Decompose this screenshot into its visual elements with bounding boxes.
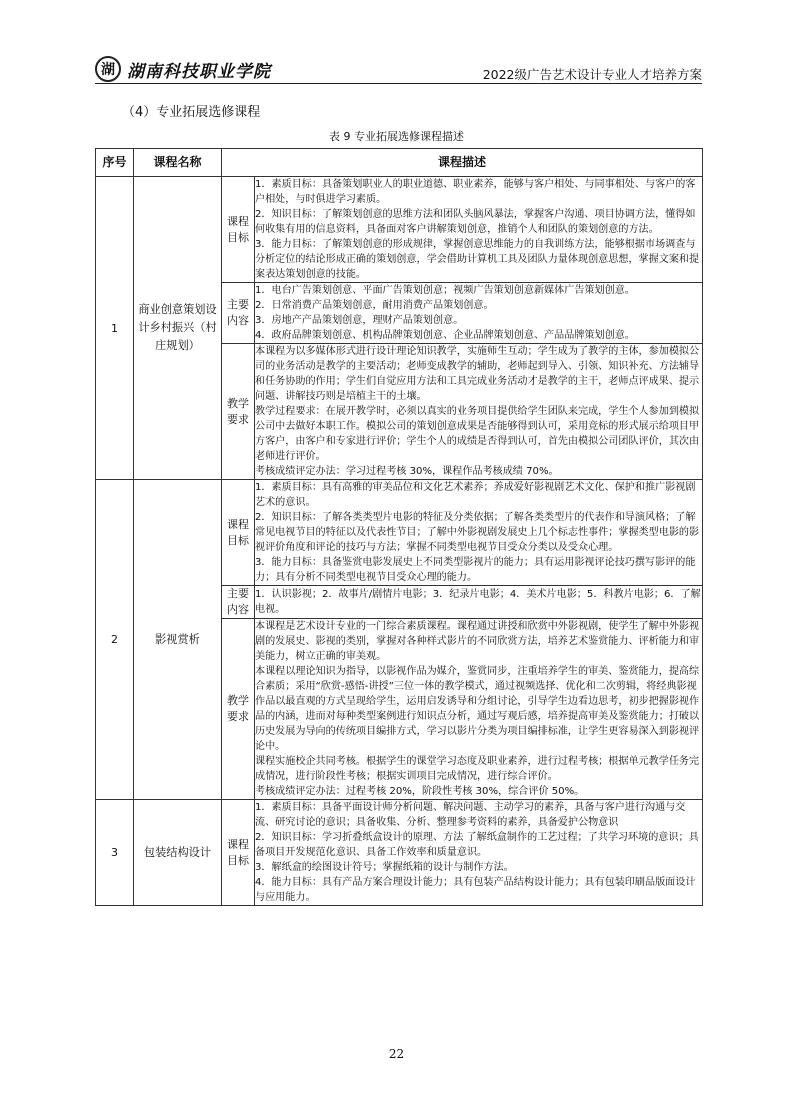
description-line: 本课程以理论知识为指导，以影视作品为媒介，鉴赏同步，注重培养学生的审美、鉴赏能力，提高综合素质；采用“欣赏-感悟-讲授”三位一体的教学模式，通过视频选择、优化和二次剪辑，将经典影视作品以最直观的方式呈现给学生，运用启发诱导和分组讨论，引导学生边看边思考，初步把握影视作品的内涵，进而对每种类型案例进行知识点分析，通过写观后感，培养提高审美及鉴赏能力；打破以历史发展为导向的传统项目编排方式，学习以影片分类为项目编排标准，让学生更容易深入到影视评论中。	[255, 666, 700, 752]
header-divider	[95, 83, 702, 84]
description-line: 考核成绩评定办法：学习过程考核 30%，课程作品考核成绩 70%。	[255, 466, 559, 477]
description-line: 课程实施校企共同考核。根据学生的课堂学习态度及职业素养，进行过程考核；根据单元教学任务完成情况，进行阶段性考核；根据实训项目完成情况，进行综合评价。	[255, 756, 700, 782]
row-description	[255, 619, 703, 800]
course-name: 包装结构设计	[134, 800, 222, 906]
course-number: 3	[96, 800, 134, 906]
description-line: 2．日常消费产品策划创意，耐用消费产品策划创意。	[255, 300, 494, 311]
row-description	[255, 480, 703, 586]
header-course-name: 课程名称	[134, 149, 222, 177]
description-line: 本课程为以多媒体形式进行设计理论知识教学，实施师生互动；学生成为了教学的主体，参加模拟公司的业务活动是教学的主要活动；老师变成教学的辅助，老师起到导入、引领、知识补充、方法辅导和任务协助的作用；学生们自觉应用方法和工具完成业务活动才是教学的主干，老师点评成果、提示问题、讲解技巧则是培植主干的土壤。	[255, 346, 700, 402]
row-category-label: 课程目标	[222, 800, 255, 906]
row-category-label: 课程目标	[222, 480, 255, 586]
school-name: 湖南科技职业学院	[127, 61, 271, 82]
description-line: 1．素质目标：具备平面设计师分析问题、解决问题、主动学习的素养，具备与客户进行沟通与交流、研究讨论的意识；具备收集、分析、整理参考资料的素养，具备爱护公物意识	[255, 802, 686, 828]
document-title: 2022级广告艺术设计专业人才培养方案	[482, 67, 702, 82]
description-line: 1．电台广告策划创意、平面广告策划创意；视频广告策划创意新媒体广告策划创意。	[255, 285, 635, 296]
table-caption: 表 9 专业拓展选修课程描述	[329, 130, 464, 143]
description-line: 2．知识目标：学习折叠纸盒设计的原理、方法 了解纸盒制作的工艺过程；了共学习环境的意识；具备项目开发规范化意识、具备工作效率和质量意识。	[255, 832, 699, 858]
description-line: 2．知识目标：了解各类类型片电影的特征及分类依据；了解各类类型片的代表作和导演风格；了解常见电视节目的特征以及代表性节目；了解中外影视剧发展史上几个标志性事件；掌握类型电影的影视评价角度和评论的技巧与方法；掌握不同类型电视节目受众分类以及受众心理。	[255, 512, 700, 553]
table-row	[96, 800, 703, 906]
description-line: 1．素质目标：具备策划职业人的职业道德、职业素养，能够与客户相处、与同事相处、与客户的客户相处，与时俱进学习素质。	[255, 179, 696, 205]
description-line: 1．素质目标：具有高雅的审美品位和文化艺术素养；养成爱好影视剧艺术文化、保护和推广影视剧艺术的意识。	[255, 482, 696, 508]
description-line: 教学过程要求：在展开教学时，必须以真实的业务项目提供给学生团队来完成，学生个人参加到模拟公司中去做好本职工作。模拟公司的策划创意成果是否能够得到认可，采用竞标的形式展示给项目甲方客户，由客户和专家进行评价；学生个人的成绩是否得到认可，首先由模拟公司团队评价，其次由老师进行评价。	[255, 406, 700, 462]
description-line: 4．政府品牌策划创意、机构品牌策划创意、企业品牌策划创意、产品品牌策划创意。	[255, 330, 635, 341]
table-row	[96, 177, 703, 283]
course-description-table	[95, 148, 703, 906]
row-category-label: 主要内容	[222, 283, 255, 344]
page-header	[95, 56, 702, 86]
row-category-label: 主要内容	[222, 586, 255, 619]
row-category-label: 教学要求	[222, 619, 255, 800]
description-line: 3．能力目标：具备鉴赏电影发展史上不同类型影视片的能力；具有运用影视评论技巧撰写影评的能力；具有分析不同类型电视节目受众心理的能力。	[255, 557, 696, 583]
description-line: 4．能力目标：具有产品方案合理设计能力；具有包装产品结构设计能力；具有包装印刷品版面设计与应用能力。	[255, 877, 696, 903]
section-title: （4）专业拓展选修课程	[122, 105, 261, 120]
course-number: 1	[96, 177, 134, 480]
description-line: 2．知识目标：了解策划创意的思维方法和团队头脑风暴法，掌握客户沟通、项目协调方法，懂得如何收集有用的信息资料，具备面对客户讲解策划创意，推销个人和团队的策划创意的方法。	[255, 209, 696, 235]
header-course-description: 课程描述	[222, 149, 703, 177]
table-header-row	[96, 149, 703, 177]
row-category-label: 课程目标	[222, 177, 255, 283]
description-line: 考核成绩评定办法：过程考核 20%，阶段性考核 30%，综合评价 50%。	[255, 786, 585, 797]
course-name: 商业创意策划设计乡村振兴（村庄规划）	[134, 177, 222, 480]
row-category-label: 教学要求	[222, 344, 255, 480]
description-line: 1．认识影视；2．故事片/剧情片电影；3．纪录片电影；4．美术片电影；5．科教片电影；6．了解电视。	[255, 589, 701, 615]
description-line: 3．能力目标：了解策划创意的形成规律，掌握创意思维能力的自我训练方法，能够根据市场调查与分析定位的结论形成正确的策划创意，学会借助计算机工具及团队力量体现创意思想，掌握文案和提案表达策划创意的技能。	[255, 239, 700, 280]
course-number: 2	[96, 480, 134, 800]
school-emblem-icon: 湖	[95, 56, 121, 82]
row-description	[255, 800, 703, 906]
description-line: 3．房地产产品策划创意，理财产品策划创意。	[255, 315, 464, 326]
header-no: 序号	[96, 149, 134, 177]
school-logo	[95, 56, 271, 82]
row-description	[255, 344, 703, 480]
page-number: 22	[388, 1047, 405, 1061]
description-line: 3．解纸盒的绘图设计符号；掌握纸箱的设计与制作方法。	[255, 862, 514, 873]
table-row	[96, 480, 703, 586]
row-description	[255, 283, 703, 344]
row-description	[255, 177, 703, 283]
course-name: 影视赏析	[134, 480, 222, 800]
row-description	[255, 586, 703, 619]
description-line: 本课程是艺术设计专业的一门综合素质课程。课程通过讲授和欣赏中外影视剧，使学生了解中外影视剧的发展史、影视的类别，掌握对各种样式影片的不同欣赏方法，培养艺术鉴赏能力、评析能力和审美能力，树立正确的审美观。	[255, 621, 700, 662]
